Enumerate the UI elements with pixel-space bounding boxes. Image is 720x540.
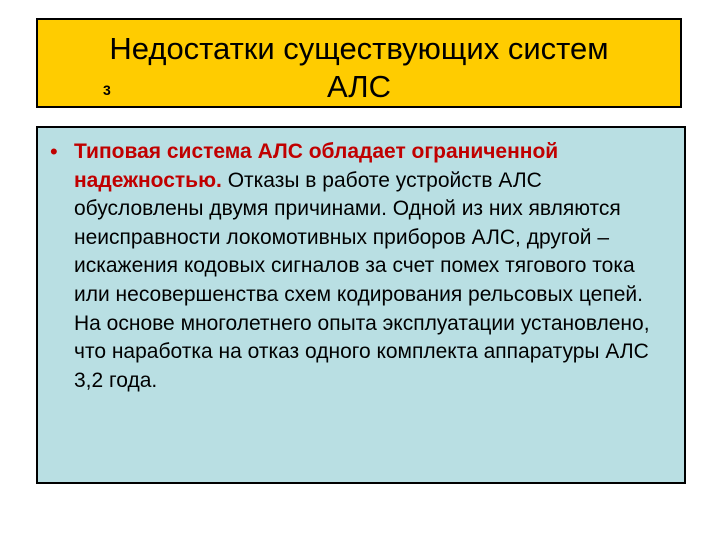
bullet-icon: • [50, 139, 58, 164]
title-line-2: АЛС [326, 69, 392, 104]
content-box [36, 126, 686, 484]
highlight-text: Типовая система АЛС обладает ограниченной надежностью. [74, 140, 559, 192]
title-box [36, 18, 682, 108]
slide-number: 3 [103, 82, 111, 98]
slide-title [38, 30, 680, 106]
title-line-1: Недостатки существующих систем [109, 31, 609, 66]
bullet-item [50, 138, 670, 395]
bullet-paragraph [50, 138, 670, 395]
body-text: Отказы в работе устройств АЛС обусловлены двумя причинами. Одной из них являются неисправности локомотивных приборов АЛС, другой – искажения кодовых сигналов за счет помех тягового тока или несовершенства схем кодирования рельсовых цепей. На основе многолетнего опыта эксплуатации установлено, что наработка на отказ одного комплекта аппаратуры АЛС 3,2 года. [74, 168, 650, 392]
